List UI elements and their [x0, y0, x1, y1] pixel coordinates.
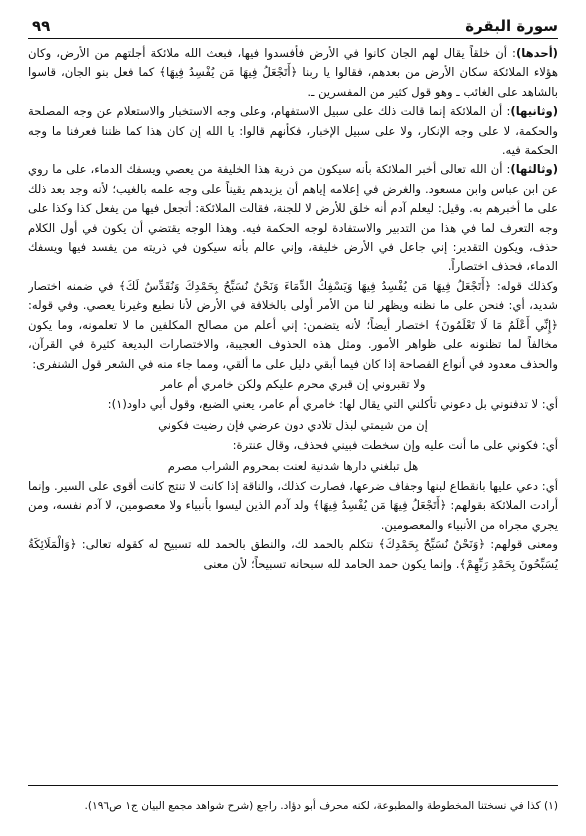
paragraph-lead: (وثانيها): [510, 104, 558, 119]
paragraph-text: : أن الملائكة إنما قالت ذلك على سبيل الاستفهام، وعلى وجه الاستخبار والاستعلام عن وجه المصلحة والحكمة، لا على وجه الإنكار، ولا على سبيل الإخبار، فكأنهم قالوا: يا الله إن كان هذا كما ظننا فعرفنا ما وجه الحكمة فيه.: [28, 104, 558, 158]
page-number: ٩٩: [32, 17, 51, 35]
paragraph-third-view: [28, 160, 558, 276]
paragraph-verse-explanation: أي: لا تدفنوني بل دعوني تأكلني التي يقال لها: خامري أم عامر، يعني الضبع، وقول أبي داود(١):: [107, 397, 558, 412]
paragraph-text: : أن خلقاً يقال لهم الجان كانوا في الأرض فأفسدوا فيها، فبعث الله ملائكة أجلتهم من الأرض، وكان هؤلاء الملائكة سكان الأرض من بعدهم، فقالوا يا ربنا ﴿أَتَجْعَلُ فِيهَا مَن يُفْسِدُ فِيهَا﴾ كما فعل بنو الجان، قاسوا بالشاهد على الغائب ـ وهو قول كثير من المفسرين ـ.: [28, 46, 558, 99]
paragraph-lead: (وثالثها): [510, 162, 558, 177]
surah-title: سورة البقرة: [465, 17, 558, 35]
paragraph-first-view: [28, 44, 558, 102]
paragraph-ellipsis: [28, 277, 558, 374]
poetry-verse: ولا تقبروني إن قبري محرم عليكم ولكن خامري أم عامر: [160, 376, 426, 391]
paragraph-text: : أن الله تعالى أخبر الملائكة بأنه سيكون من ذرية هذا الخليفة من يعصي ويسفك الدماء، على ما روي عن ابن عباس وابن مسعود. والغرض في إعلامه إياهم أن يزيدهم يقيناً على وجه علمه بالغيب؛ لأنه وجد بعد ذلك على ما أخبرهم به. وقيل: ليعلم آدم أنه خلق للأرض لا للجنة، فقالت الملائكة: أتجعل فيها من يفعل كذا وكذا على وجه التعرف لما في هذا من التدبير والاستفادة لوجه الحكمة فيه. وهذا الوجه يقتضي أن يكون في أول الكلام حذف، ويكون التقدير: إني جاعل في الأرض خليفة، وإني عالم بأنه سيكون في ذريته من يفسد فيها ويسفك الدماء، فحذف اختصاراً.: [28, 162, 558, 274]
poetry-verse: هل تبلغني دارها شدنية لعنت بمحروم الشراب مصرم: [167, 458, 419, 473]
paragraph-lead: (أحدها): [515, 46, 558, 60]
page-header: [32, 14, 558, 38]
poetry-verse: إن من شيمتي لبذل تلادي دون عرضي فإن رضيت فكوني: [158, 417, 428, 432]
paragraph-text: وكذلك قوله: ﴿أَتَجْعَلُ فِيهَا مَن يُفْسِدُ فِيهَا وَيَسْفِكُ الدِّمَاءَ وَنَحْنُ نُسَبِّحُ بِحَمْدِكَ وَنُقَدِّسُ لَكَ﴾ في ضمنه اختصار شديد، أي: فنحن على ما نظنه ويظهر لنا من الأمر أولى بالخلافة في الأرض لأنا نطيع وغيرنا يعصي. وفي قوله: ﴿إِنِّي أَعْلَمُ مَا لَا تَعْلَمُونَ﴾ اختصار أيضاً؛ لأنه يتضمن: إني أعلم من مصالح المكلفين ما لا تعلمونه، وما يكون مخالفاً لما تظنونه على ظواهر الأمور. ومثل هذه الحذوف العجيبة، والاختصارات البديعة كثيرة في القرآن، والحذف معدود في أنواع الفصاحة إذا كان فيما أبقي دليل على ما ألقي، ومما جاء منه في الشعر قول الشنفرى:: [28, 278, 558, 371]
paragraph-tasbih: ومعنى قولهم: ﴿وَنَحْنُ نُسَبِّحُ بِحَمْدِكَ﴾ نتكلم بالحمد لك، والنطق بالحمد لله تسبيح له كقوله تعالى: ﴿وَالْمَلَائِكَةُ يُسَبِّحُونَ بِحَمْدِ رَبِّهِمْ﴾. وإنما يكون حمد الحامد لله سبحانه تسبيحاً؛ لأن معنى: [28, 537, 558, 571]
header-divider: [28, 38, 558, 39]
paragraph-second-view: [28, 102, 558, 160]
main-text: [28, 44, 558, 778]
footnote: (١) كذا في نسختنا المخطوطة والمطبوعة، لكنه محرف أبو دؤاد. راجع (شرح شواهد مجمع البيان ج١ ص١٩٦).: [84, 800, 558, 812]
footnote-divider: [28, 785, 558, 786]
paragraph-verse-explanation: أي: فكوني على ما أنت عليه وإن سخطت فبيني فحذف، وقال عنترة:: [232, 438, 558, 453]
paragraph-verse-explanation: أي: دعي عليها بانقطاع لبنها وجفاف ضرعها، فصارت كذلك، والناقة إذا كانت لا تنتج كانت أقوى على السير. وإنما أرادت الملائكة بقولهم: ﴿أَتَجْعَلُ فِيهَا مَن يُفْسِدُ فِيهَا﴾ ولد آدم الذين ليسوا بأنبياء ولا معصومين، لا آدم نفسه، ومن يجري مجراه من الأنبياء والمعصومين.: [28, 478, 558, 532]
